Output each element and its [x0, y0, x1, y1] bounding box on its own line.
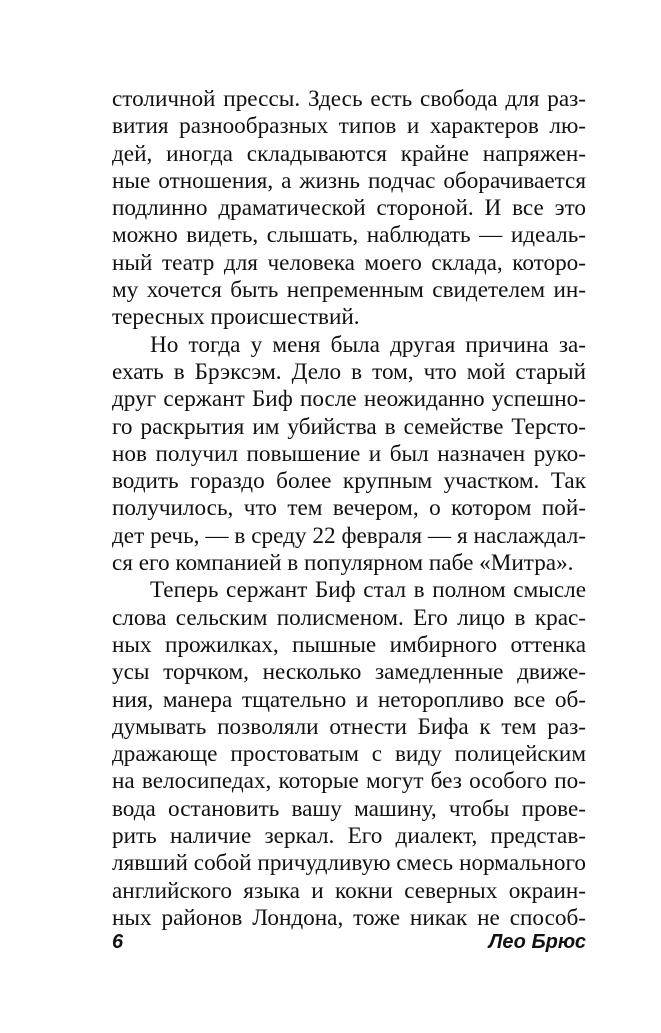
text-line: вода остановить вашу машину, чтобы прове- [112, 795, 586, 822]
text-line: подлинно драматической стороной. И все это [112, 195, 586, 222]
text-line: ся его компанией в популярном пабе «Митра». [112, 550, 574, 577]
text-line: водить гораздо более крупным участком. Так [112, 468, 586, 495]
text-line: столичной прессы. Здесь есть свобода для раз- [112, 86, 586, 112]
text-line: нов получил повышение и был назначен руко- [112, 440, 586, 467]
text-line: слова сельским полисменом. Его лицо в крас- [112, 604, 586, 631]
text-line: ехать в Брэксэм. Дело в том, что мой старый [112, 358, 586, 385]
text-line: на велосипедах, которые могут без особого по- [112, 768, 586, 795]
text-line: ния, манера тщательно и неторопливо все об- [112, 686, 586, 713]
text-line: дей, иногда складываются крайне напряжен- [112, 140, 586, 167]
text-line: му хочется быть непременным свидетелем ин- [112, 277, 586, 304]
text-line: получилось, что тем вечером, о котором пой- [112, 495, 586, 522]
text-line: английского языка и кокни северных окраин- [112, 877, 586, 904]
running-head-author: Лео Брюс [488, 931, 586, 953]
text-line: го раскрытия им убийства в семействе Терсто- [112, 413, 586, 440]
text-line: друг сержант Биф после неожиданно успешно- [112, 386, 586, 413]
text-line: ных прожилках, пышные имбирного оттенка [112, 631, 586, 658]
text-line: Теперь сержант Биф стал в полном смысле [150, 577, 586, 604]
text-line: ных районов Лондона, тоже никак не способ- [112, 904, 586, 931]
text-line: ные отношения, а жизнь подчас оборачивается [112, 167, 586, 194]
text-line: дет речь, — в среду 22 февраля — я наслаждал- [112, 522, 586, 549]
text-line: вития разнообразных типов и характеров лю- [112, 113, 586, 140]
page-body [112, 86, 586, 932]
text-line: ный театр для человека моего склада, которо- [112, 249, 586, 276]
text-line: можно видеть, слышать, наблюдать — идеаль- [112, 222, 586, 249]
page-number: 6 [112, 931, 124, 953]
text-line: рить наличие зеркал. Его диалект, представ- [112, 823, 586, 850]
text-line: лявший собой причудливую смесь нормального [112, 850, 586, 877]
text-line: дражающе простоватым с виду полицейским [112, 741, 586, 768]
text-line: усы торчком, несколько замедленные движе- [112, 659, 586, 686]
text-line: Но тогда у меня была другая причина за- [150, 331, 586, 358]
text-line: тересных происшествий. [112, 304, 360, 331]
page-footer [112, 928, 586, 956]
text-line: думывать позволяли отнести Бифа к тем раз- [112, 713, 586, 740]
